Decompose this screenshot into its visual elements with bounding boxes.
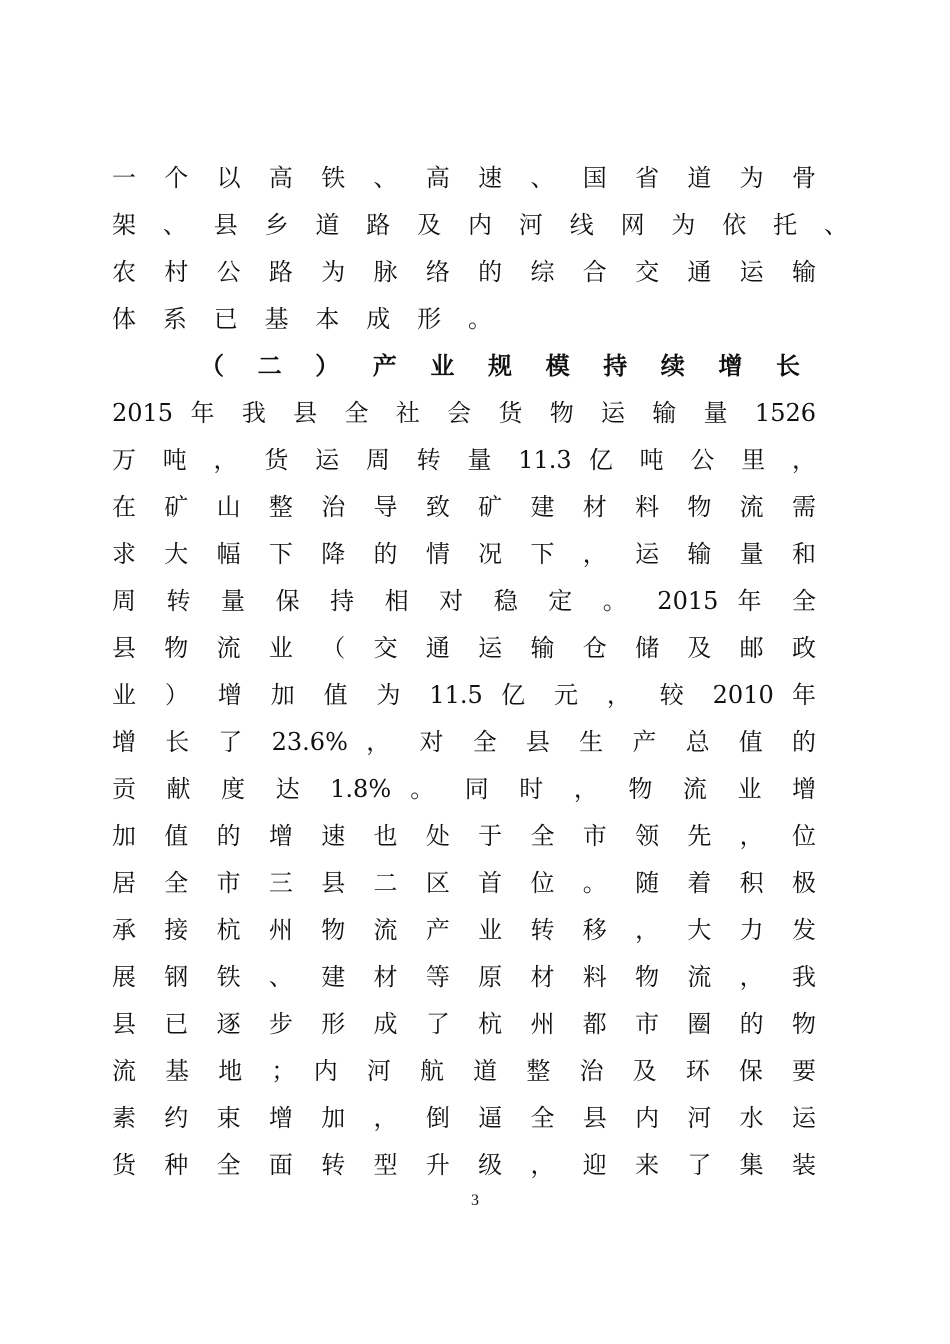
paragraph-2-line-1: 2015 年 我 县 全 社 会 货 物 运 输 量 1526	[112, 399, 816, 427]
paragraph-2-line-4: 求 大 幅 下 降 的 情 况 下 ， 运 输 量 和	[112, 540, 816, 568]
paragraph-1-line-1: 一 个 以 高 铁 、 高 速 、 国 省 道 为 骨	[112, 164, 816, 192]
paragraph-2-line-5: 周 转 量 保 持 相 对 稳 定 。 2015 年 全	[112, 587, 816, 615]
paragraph-2-line-2: 万 吨 ， 货 运 周 转 量 11.3 亿 吨 公 里 ，	[112, 446, 816, 474]
paragraph-2-line-3: 在 矿 山 整 治 导 致 矿 建 材 料 物 流 需	[112, 493, 816, 521]
paragraph-2-line-15: 流 基 地 ； 内 河 航 道 整 治 及 环 保 要	[112, 1057, 816, 1085]
paragraph-2-line-11: 居 全 市 三 县 二 区 首 位 。 随 着 积 极	[112, 869, 816, 897]
section-heading: （ 二 ） 产 业 规 模 持 续 增 长	[200, 351, 800, 380]
paragraph-2-line-7: 业 ） 增 加 值 为 11.5 亿 元 ， 较 2010 年	[112, 681, 816, 709]
paragraph-1-line-2: 架 、 县 乡 道 路 及 内 河 线 网 为 依 托 、	[112, 211, 848, 239]
paragraph-2-line-6: 县 物 流 业 （ 交 通 运 输 仓 储 及 邮 政	[112, 634, 816, 662]
paragraph-2-line-16: 素 约 束 增 加 ， 倒 逼 全 县 内 河 水 运	[112, 1104, 816, 1132]
paragraph-2-line-8: 增 长 了 23.6% ， 对 全 县 生 产 总 值 的	[112, 728, 816, 756]
paragraph-2-line-10: 加 值 的 增 速 也 处 于 全 市 领 先 ， 位	[112, 822, 816, 850]
paragraph-2-line-14: 县 已 逐 步 形 成 了 杭 州 都 市 圈 的 物	[112, 1010, 816, 1038]
paragraph-1-line-4: 体 系 已 基 本 成 形 。	[112, 305, 492, 333]
page-number: 3	[471, 1192, 479, 1209]
paragraph-2-line-9: 贡 献 度 达 1.8% 。 同 时 ， 物 流 业 增	[112, 775, 816, 803]
paragraph-2-line-13: 展 钢 铁 、 建 材 等 原 材 料 物 流 ， 我	[112, 963, 816, 991]
paragraph-1-line-3: 农 村 公 路 为 脉 络 的 综 合 交 通 运 输	[112, 258, 816, 286]
paragraph-2-line-17: 货 种 全 面 转 型 升 级 ， 迎 来 了 集 装	[112, 1151, 816, 1179]
paragraph-2-line-12: 承 接 杭 州 物 流 产 业 转 移 ， 大 力 发	[112, 916, 816, 944]
